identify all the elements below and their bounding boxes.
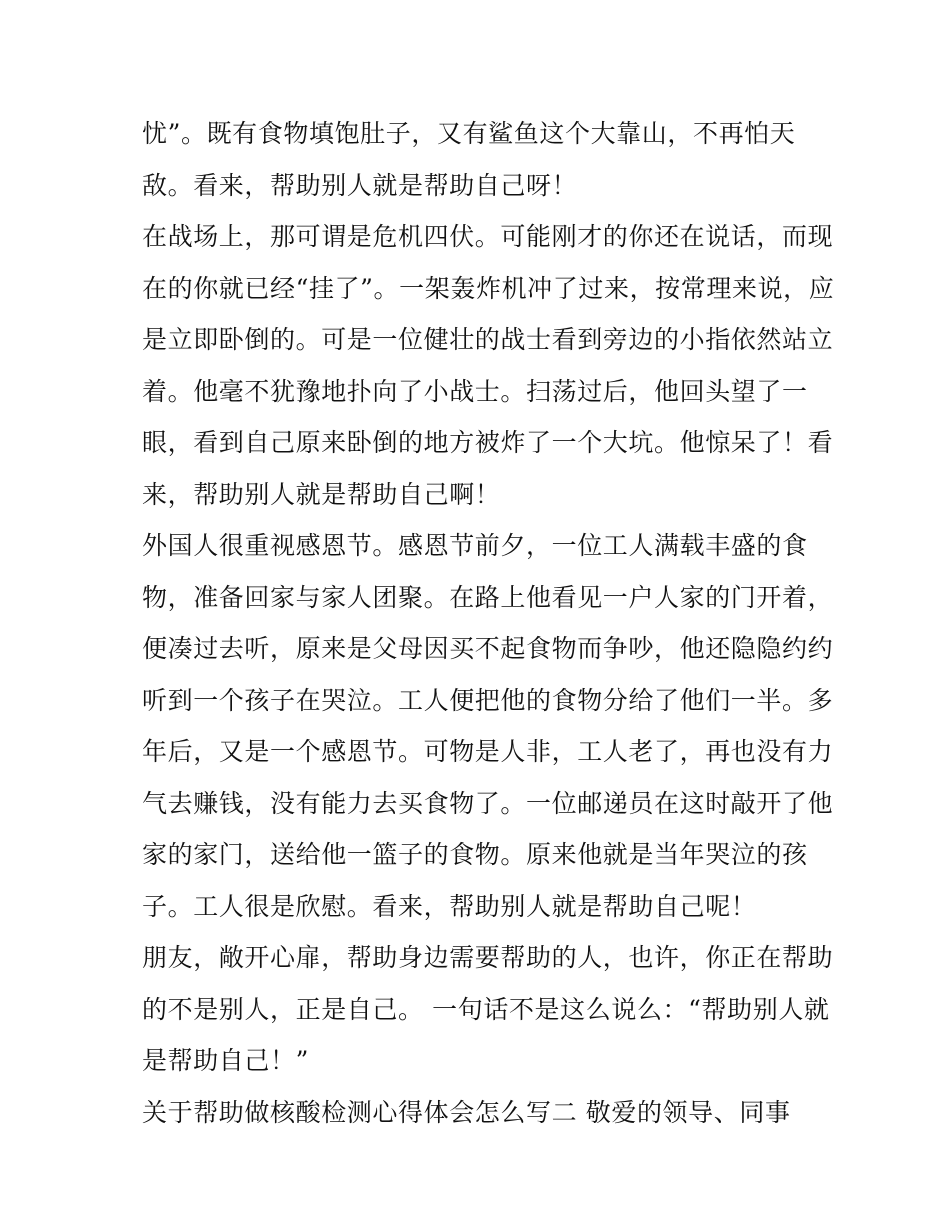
text-line: 便凑过去听，原来是父母因买不起食物而争吵，他还隐隐约约 [142,634,834,663]
text-line: 年后，又是一个感恩节。可物是人非，工人老了，再也没有力 [142,737,834,766]
text-line: 的不是别人，正是自己。 一句话不是这么说么：“帮助别人就 [142,994,830,1024]
text-line: 听到一个孩子在哭泣。工人便把他的食物分给了他们一半。多 [142,685,834,715]
text-line: 来，帮助别人就是帮助自己啊！ [142,479,501,509]
text-line: 着。他毫不犹豫地扑向了小战士。扫荡过后，他回头望了一 [142,376,808,406]
text-line: 朋友，敞开心扉，帮助身边需要帮助的人，也许，你正在帮助 [142,943,834,972]
text-line: 敌。看来，帮助别人就是帮助自己呀！ [142,170,578,200]
document-body [142,108,835,1138]
text-line: 气去赚钱，没有能力去买食物了。一位邮递员在这时敲开了他 [142,788,834,818]
text-line: 在的你就已经“挂了”。一架轰炸机冲了过来，按常理来说，应 [142,273,835,303]
text-line: 家的家门，送给他一篮子的食物。原来他就是当年哭泣的孩 [142,840,808,869]
text-line: 是帮助自己！” [142,1046,309,1075]
text-line: 子。工人很是欣慰。看来，帮助别人就是帮助自己呢！ [142,891,757,921]
text-line: 物，准备回家与家人团聚。在路上他看见一户人家的门开着， [142,582,834,612]
text-line: 忧”。既有食物填饱肚子，又有鲨鱼这个大靠山，不再怕天 [142,119,796,148]
text-line: 外国人很重视感恩节。感恩节前夕，一位工人满载丰盛的食 [142,531,808,560]
text-line: 眼，看到自己原来卧倒的地方被炸了一个大坑。他惊呆了！看 [142,428,834,457]
text-line: 是立即卧倒的。可是一位健壮的战士看到旁边的小指依然站立 [142,325,834,354]
text-line: 在战场上，那可谓是危机四伏。可能刚才的你还在说话，而现 [142,222,834,251]
text-line: 关于帮助做核酸检测心得体会怎么写二 敬爱的领导、同事 [142,1097,791,1127]
